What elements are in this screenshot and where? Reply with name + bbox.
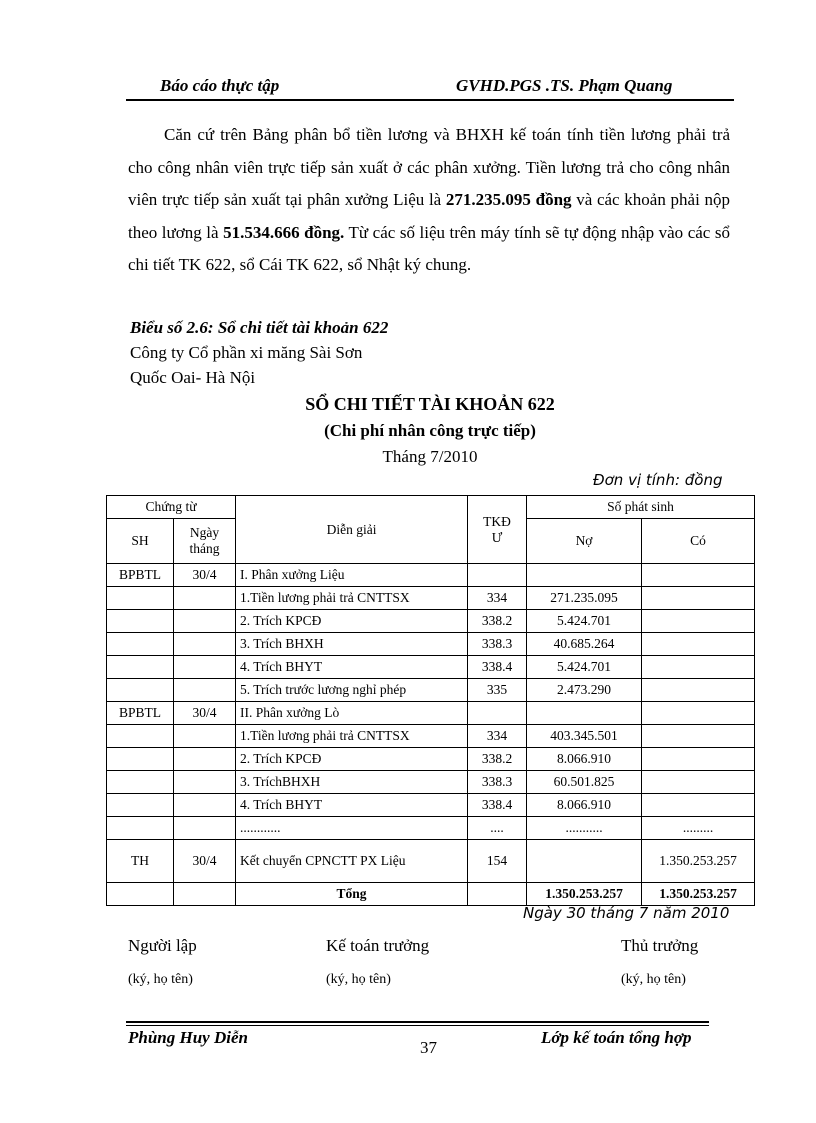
ledger-period: Tháng 7/2010 — [382, 447, 478, 466]
cell-debit: 403.345.501 — [527, 725, 642, 748]
unit-label: Đơn vị tính: đồng — [593, 471, 723, 489]
cell-date — [174, 679, 236, 702]
cell-credit — [642, 564, 755, 587]
cell-credit — [642, 702, 755, 725]
table-row — [107, 817, 755, 840]
cell-tkdu: 334 — [468, 587, 527, 610]
table-row — [107, 840, 755, 883]
cell-date — [174, 725, 236, 748]
cell-debit: 40.685.264 — [527, 633, 642, 656]
cell-debit: 60.501.825 — [527, 771, 642, 794]
cell-sh — [107, 633, 174, 656]
header-left: Báo cáo thực tập — [160, 76, 280, 95]
total-row — [107, 883, 755, 906]
cell-date — [174, 883, 236, 906]
cell-description: 5. Trích trước lương nghỉ phép — [236, 679, 468, 702]
cell-debit — [527, 840, 642, 883]
footer-rule-top — [126, 1021, 709, 1023]
cell-credit — [642, 587, 755, 610]
cell-sh — [107, 679, 174, 702]
footer-rule-bottom — [126, 1025, 709, 1026]
cell-description: II. Phân xưởng Lò — [236, 702, 468, 725]
cell-tkdu: 154 — [468, 840, 527, 883]
cell-credit — [642, 794, 755, 817]
cell-sh — [107, 817, 174, 840]
cell-tkdu: 338.2 — [468, 748, 527, 771]
cell-credit — [642, 633, 755, 656]
intro-amount-2: 51.534.666 đồng. — [223, 222, 345, 242]
intro-text-2: và các khoản phải nộp theo lương là — [128, 190, 730, 242]
total-label: Tổng — [236, 883, 468, 906]
header-rule — [126, 99, 734, 101]
table-row — [107, 725, 755, 748]
cell-date — [174, 794, 236, 817]
cell-date — [174, 771, 236, 794]
cell-date — [174, 748, 236, 771]
cell-sh — [107, 883, 174, 906]
cell-credit — [642, 748, 755, 771]
cell-tkdu: 335 — [468, 679, 527, 702]
intro-text-3: Từ các số liệu trên máy tính sẽ tự động nhập vào các sổ chi tiết TK 622, sổ Cái TK 622, sổ Nhật ký chung. — [128, 222, 730, 274]
cell-description: 2. Trích KPCĐ — [236, 610, 468, 633]
ledger-table — [106, 495, 755, 906]
cell-credit: 1.350.253.257 — [642, 840, 755, 883]
cell-description: 4. Trích BHYT — [236, 794, 468, 817]
cell-sh — [107, 794, 174, 817]
cell-tkdu: 338.2 — [468, 610, 527, 633]
cell-date — [174, 817, 236, 840]
cell-tkdu — [468, 564, 527, 587]
table-row — [107, 656, 755, 679]
ledger-subtitle: (Chi phí nhân công trực tiếp) — [324, 421, 536, 440]
cell-description: 3. TríchBHXH — [236, 771, 468, 794]
cell-credit — [642, 771, 755, 794]
company-name: Công ty Cổ phần xi măng Sài Sơn — [130, 343, 363, 362]
cell-credit — [642, 679, 755, 702]
cell-tkdu: 338.4 — [468, 794, 527, 817]
table-row — [107, 679, 755, 702]
cell-description: 3. Trích BHXH — [236, 633, 468, 656]
cell-date: 30/4 — [174, 702, 236, 725]
cell-date — [174, 587, 236, 610]
signature-note-director: (ký, họ tên) — [621, 972, 686, 987]
cell-description: I. Phân xưởng Liệu — [236, 564, 468, 587]
intro-amount-1: 271.235.095 đồng — [445, 190, 572, 209]
cell-date — [174, 610, 236, 633]
footer-left: Phùng Huy Diễn — [128, 1028, 248, 1047]
cell-sh: BPBTL — [107, 564, 174, 587]
cell-debit: 5.424.701 — [527, 656, 642, 679]
cell-sh — [107, 771, 174, 794]
company-address: Quốc Oai- Hà Nội — [130, 368, 256, 387]
cell-debit: 271.235.095 — [527, 587, 642, 610]
cell-sh — [107, 748, 174, 771]
date-line: Ngày 30 tháng 7 năm 2010 — [523, 904, 730, 922]
ledger-title: SỔ CHI TIẾT TÀI KHOẢN 622 — [305, 394, 555, 414]
cell-tkdu — [468, 702, 527, 725]
cell-tkdu: 338.3 — [468, 633, 527, 656]
table-row — [107, 633, 755, 656]
total-credit: 1.350.253.257 — [642, 883, 755, 906]
cell-tkdu: 334 — [468, 725, 527, 748]
cell-tkdu: 338.3 — [468, 771, 527, 794]
col-date: Ngày tháng — [174, 519, 236, 564]
cell-date — [174, 633, 236, 656]
col-debit: Nợ — [527, 519, 642, 564]
cell-date: 30/4 — [174, 840, 236, 883]
signature-note-preparer: (ký, họ tên) — [128, 972, 193, 987]
cell-credit — [642, 725, 755, 748]
col-description: Diễn giải — [236, 496, 468, 564]
cell-description: 1.Tiền lương phải trả CNTTSX — [236, 587, 468, 610]
cell-debit: 8.066.910 — [527, 794, 642, 817]
cell-sh: BPBTL — [107, 702, 174, 725]
cell-credit: ......... — [642, 817, 755, 840]
table-row — [107, 794, 755, 817]
figure-caption: Biểu số 2.6: Sổ chi tiết tài khoản 622 — [130, 318, 389, 337]
table-row — [107, 587, 755, 610]
page-number: 37 — [420, 1038, 437, 1057]
signature-role-preparer: Người lập — [128, 936, 197, 955]
cell-date: 30/4 — [174, 564, 236, 587]
cell-debit: 5.424.701 — [527, 610, 642, 633]
table-row — [107, 748, 755, 771]
cell-debit: 8.066.910 — [527, 748, 642, 771]
signature-role-director: Thủ trưởng — [621, 936, 699, 955]
col-arising: Số phát sinh — [527, 496, 755, 519]
header-right: GVHD.PGS .TS. Phạm Quang — [456, 76, 673, 95]
col-voucher: Chứng từ — [107, 496, 236, 519]
cell-description: 1.Tiền lương phải trả CNTTSX — [236, 725, 468, 748]
cell-debit: 2.473.290 — [527, 679, 642, 702]
cell-credit — [642, 610, 755, 633]
col-tkdu: TKĐ Ư — [468, 496, 527, 564]
cell-debit: ........... — [527, 817, 642, 840]
cell-sh — [107, 587, 174, 610]
cell-description: 4. Trích BHYT — [236, 656, 468, 679]
cell-debit — [527, 564, 642, 587]
col-sh: SH — [107, 519, 174, 564]
table-row — [107, 702, 755, 725]
table-row — [107, 610, 755, 633]
cell-description: ............ — [236, 817, 468, 840]
cell-sh — [107, 656, 174, 679]
cell-sh — [107, 725, 174, 748]
cell-credit — [642, 656, 755, 679]
cell-description: Kết chuyển CPNCTT PX Liệu — [236, 840, 468, 883]
cell-tkdu — [468, 883, 527, 906]
cell-date — [174, 656, 236, 679]
intro-text-1: Căn cứ trên Bảng phân bổ tiền lương và BHXH kế toán tính tiền lương phải trả cho công nhân viên trực tiếp sản xuất ở các phân xưởng. Tiền lương trả cho công nhân viên trực tiếp sản xuất tại phân xưởng Liệu là — [128, 125, 730, 209]
cell-description: 2. Trích KPCĐ — [236, 748, 468, 771]
ledger-body — [107, 564, 755, 906]
signature-note-chief-accountant: (ký, họ tên) — [326, 972, 391, 987]
cell-sh: TH — [107, 840, 174, 883]
table-row — [107, 771, 755, 794]
total-debit: 1.350.253.257 — [527, 883, 642, 906]
cell-tkdu: 338.4 — [468, 656, 527, 679]
footer-right: Lớp kế toán tổng hợp — [541, 1028, 692, 1047]
signature-role-chief-accountant: Kế toán trưởng — [326, 936, 430, 955]
cell-debit — [527, 702, 642, 725]
cell-tkdu: .... — [468, 817, 527, 840]
cell-sh — [107, 610, 174, 633]
intro-paragraph — [128, 119, 730, 282]
table-row — [107, 564, 755, 587]
col-credit: Có — [642, 519, 755, 564]
